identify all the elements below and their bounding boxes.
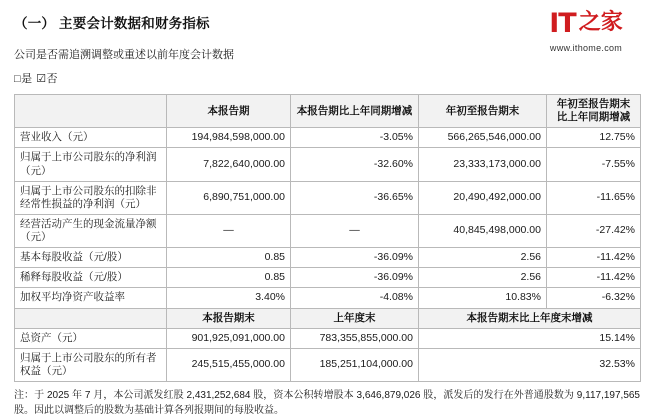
row-label: 基本每股收益（元/股） [15, 248, 167, 268]
site-logo [530, 6, 642, 53]
row-value: -27.42% [547, 214, 641, 247]
row-value: 2.56 [419, 268, 547, 288]
row-value: 0.85 [167, 248, 291, 268]
row-value: 15.14% [419, 328, 641, 348]
row-value: 783,355,855,000.00 [291, 328, 419, 348]
row-value: — [167, 214, 291, 247]
row-value: 245,515,455,000.00 [167, 348, 291, 381]
row-label: 总资产（元） [15, 328, 167, 348]
restatement-checkboxes: □是 ☑否 [14, 73, 59, 85]
row-value: 2.56 [419, 248, 547, 268]
table-row [15, 248, 641, 268]
row-value: 7,822,640,000.00 [167, 148, 291, 181]
header-cell-4: 年初至报告期末比上年同期增减 [547, 95, 641, 128]
table-row [15, 128, 641, 148]
logo-latin-text: IT [549, 7, 576, 39]
table-row [15, 214, 641, 247]
row-value: -11.65% [547, 181, 641, 214]
row-label: 营业收入（元） [15, 128, 167, 148]
table-header-row [15, 95, 641, 128]
row-value: -11.42% [547, 248, 641, 268]
logo-url: www.ithome.com [549, 43, 623, 53]
row-value: 3.40% [167, 288, 291, 308]
row-value: 901,925,091,000.00 [167, 328, 291, 348]
row-value: 23,333,173,000.00 [419, 148, 547, 181]
table-row [15, 288, 641, 308]
row-value: -11.42% [547, 268, 641, 288]
row-value: -7.55% [547, 148, 641, 181]
table-row [15, 148, 641, 181]
table-row [15, 268, 641, 288]
row-value: -4.08% [291, 288, 419, 308]
header-cell-2: 本报告期比上年同期增减 [291, 95, 419, 128]
table-row [15, 181, 641, 214]
row-value: 12.75% [547, 128, 641, 148]
header-cell-0 [15, 95, 167, 128]
band-header-cell-2: 上年度末 [291, 308, 419, 328]
row-value: 566,265,546,000.00 [419, 128, 547, 148]
row-value: 40,845,498,000.00 [419, 214, 547, 247]
table-band-header-row [15, 308, 641, 328]
page-title: （一） 主要会计数据和财务指标 [14, 16, 210, 31]
table-row [15, 348, 641, 381]
row-label: 归属于上市公司股东的净利润（元） [15, 148, 167, 181]
logo-chinese-text: 之家 [578, 10, 623, 35]
row-value: 194,984,598,000.00 [167, 128, 291, 148]
band-header-cell-3: 本报告期末比上年度末增减 [419, 308, 641, 328]
row-value: -32.60% [291, 148, 419, 181]
logo-mark [530, 6, 642, 40]
row-label: 经营活动产生的现金流量净额（元） [15, 214, 167, 247]
row-label: 稀释每股收益（元/股） [15, 268, 167, 288]
financial-table [14, 94, 641, 382]
row-label: 归属于上市公司股东的扣除非经常性损益的净利润（元） [15, 181, 167, 214]
row-value: — [291, 214, 419, 247]
restatement-question: 公司是否需追溯调整或重述以前年度会计数据 [14, 49, 234, 61]
row-value: 185,251,104,000.00 [291, 348, 419, 381]
row-value: 6,890,751,000.00 [167, 181, 291, 214]
band-header-cell-0 [15, 308, 167, 328]
row-label: 加权平均净资产收益率 [15, 288, 167, 308]
row-value: 20,490,492,000.00 [419, 181, 547, 214]
row-label: 归属于上市公司股东的所有者权益（元） [15, 348, 167, 381]
row-value: -6.32% [547, 288, 641, 308]
row-value: 10.83% [419, 288, 547, 308]
header-cell-3: 年初至报告期末 [419, 95, 547, 128]
header-cell-1: 本报告期 [167, 95, 291, 128]
row-value: -3.05% [291, 128, 419, 148]
table-footnote: 注：于 2025 年 7 月，本公司派发红股 2,431,252,684 股，资本公积转增股本 3,646,879,026 股，派发后的发行在外普通股数为 9,117,197,565 股。因此以调整后的股数为基础计算各列报期间的每股收益。 [14, 390, 640, 416]
row-value: 0.85 [167, 268, 291, 288]
row-value: 32.53% [419, 348, 641, 381]
row-value: -36.09% [291, 268, 419, 288]
row-value: -36.65% [291, 181, 419, 214]
band-header-cell-1: 本报告期末 [167, 308, 291, 328]
row-value: -36.09% [291, 248, 419, 268]
table-row [15, 328, 641, 348]
